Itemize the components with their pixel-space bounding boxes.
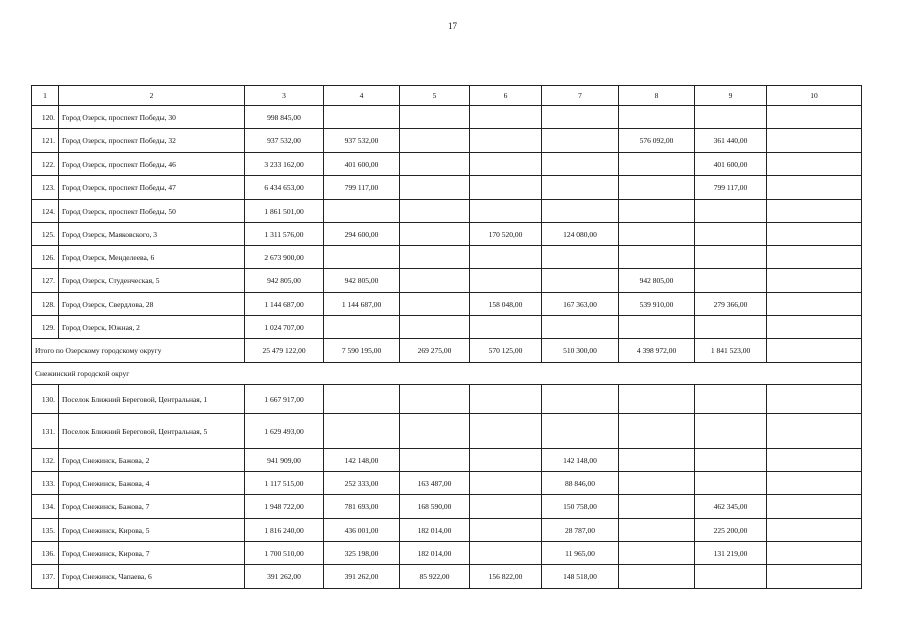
table-cell: 182 014,00 <box>400 519 470 542</box>
table-cell <box>767 200 862 223</box>
table-cell <box>470 129 542 153</box>
table-cell: 121. <box>32 129 59 153</box>
table-cell: 942 805,00 <box>245 269 324 293</box>
table-cell <box>767 293 862 316</box>
table-row <box>32 472 862 495</box>
table-cell <box>542 246 619 269</box>
table-cell <box>542 153 619 176</box>
table-cell <box>767 106 862 129</box>
table-cell: 942 805,00 <box>619 269 695 293</box>
table-cell <box>767 385 862 414</box>
table-cell <box>470 519 542 542</box>
column-header: 9 <box>695 86 767 106</box>
table-cell <box>767 519 862 542</box>
column-header: 2 <box>59 86 245 106</box>
table-cell: 942 805,00 <box>324 269 400 293</box>
table-cell <box>619 176 695 200</box>
table-cell: 137. <box>32 565 59 589</box>
table-cell: 6 434 653,00 <box>245 176 324 200</box>
table-cell: Город Озерск, Свердлова, 28 <box>59 293 245 316</box>
table-cell <box>619 449 695 472</box>
table-cell <box>470 316 542 339</box>
table-cell: 182 014,00 <box>400 542 470 565</box>
table-cell: 130. <box>32 385 59 414</box>
table-cell <box>619 495 695 519</box>
table-cell: 279 366,00 <box>695 293 767 316</box>
table-cell: 2 673 900,00 <box>245 246 324 269</box>
table-cell: 294 600,00 <box>324 223 400 246</box>
table-cell: 269 275,00 <box>400 339 470 363</box>
table-cell <box>470 414 542 449</box>
table-header-row <box>32 86 862 106</box>
table-cell <box>400 385 470 414</box>
table-row <box>32 385 862 414</box>
table-cell <box>470 176 542 200</box>
table-cell <box>324 385 400 414</box>
data-table <box>31 85 862 589</box>
table-cell <box>619 519 695 542</box>
table-cell <box>470 472 542 495</box>
table-cell <box>619 316 695 339</box>
table-cell: 135. <box>32 519 59 542</box>
table-cell <box>542 200 619 223</box>
table-cell <box>619 565 695 589</box>
table-cell <box>767 269 862 293</box>
table-cell: 142 148,00 <box>542 449 619 472</box>
table-cell <box>695 385 767 414</box>
table-cell <box>400 316 470 339</box>
table-cell <box>767 246 862 269</box>
table-cell <box>767 542 862 565</box>
total-row <box>32 339 862 363</box>
table-cell <box>470 495 542 519</box>
column-header: 4 <box>324 86 400 106</box>
table-cell: 125. <box>32 223 59 246</box>
table-cell <box>767 414 862 449</box>
table-cell: 11 965,00 <box>542 542 619 565</box>
table-row <box>32 176 862 200</box>
table-cell: 131. <box>32 414 59 449</box>
table-row <box>32 129 862 153</box>
table-cell <box>767 223 862 246</box>
table-cell: Город Озерск, Менделеева, 6 <box>59 246 245 269</box>
table-cell: 158 048,00 <box>470 293 542 316</box>
table-cell: 3 233 162,00 <box>245 153 324 176</box>
table-cell: 1 629 493,00 <box>245 414 324 449</box>
table-cell: 134. <box>32 495 59 519</box>
table-cell: Город Озерск, проспект Победы, 46 <box>59 153 245 176</box>
table-cell <box>470 246 542 269</box>
table-cell <box>324 200 400 223</box>
table-cell <box>400 414 470 449</box>
table-cell <box>400 293 470 316</box>
table-cell: 941 909,00 <box>245 449 324 472</box>
table-cell <box>619 223 695 246</box>
table-cell: 4 398 972,00 <box>619 339 695 363</box>
table-cell: 799 117,00 <box>324 176 400 200</box>
table-cell: 131 219,00 <box>695 542 767 565</box>
table-cell <box>400 200 470 223</box>
page-number: 17 <box>448 21 457 31</box>
table-cell: 120. <box>32 106 59 129</box>
table-cell <box>400 223 470 246</box>
table-cell <box>767 316 862 339</box>
column-header: 6 <box>470 86 542 106</box>
table-cell: 401 600,00 <box>695 153 767 176</box>
table-cell: 122. <box>32 153 59 176</box>
table-cell: 168 590,00 <box>400 495 470 519</box>
table-row <box>32 519 862 542</box>
table-cell: Город Снежинск, Кирова, 7 <box>59 542 245 565</box>
table-cell <box>542 316 619 339</box>
table-cell: Город Озерск, проспект Победы, 30 <box>59 106 245 129</box>
table-cell: 1 024 707,00 <box>245 316 324 339</box>
table-cell <box>767 472 862 495</box>
table-cell: Город Озерск, проспект Победы, 47 <box>59 176 245 200</box>
table-cell <box>400 106 470 129</box>
table-cell <box>619 542 695 565</box>
column-header: 1 <box>32 86 59 106</box>
table-cell <box>400 246 470 269</box>
table-cell <box>470 200 542 223</box>
table-cell: 142 148,00 <box>324 449 400 472</box>
table-cell: 1 948 722,00 <box>245 495 324 519</box>
table-cell: 225 200,00 <box>695 519 767 542</box>
table-cell: 401 600,00 <box>324 153 400 176</box>
table-cell: 510 300,00 <box>542 339 619 363</box>
table-cell <box>767 565 862 589</box>
table-cell <box>400 176 470 200</box>
table-cell <box>324 414 400 449</box>
column-header: 5 <box>400 86 470 106</box>
section-row <box>32 363 862 385</box>
table-cell: 85 922,00 <box>400 565 470 589</box>
table-cell <box>542 106 619 129</box>
table-row <box>32 316 862 339</box>
table-cell <box>542 269 619 293</box>
table-cell: Город Озерск, проспект Победы, 32 <box>59 129 245 153</box>
table-cell: 167 363,00 <box>542 293 619 316</box>
table-cell <box>400 153 470 176</box>
table-cell: 252 333,00 <box>324 472 400 495</box>
table-cell <box>767 339 862 363</box>
table-cell: 781 693,00 <box>324 495 400 519</box>
table-cell <box>619 106 695 129</box>
table-cell: 391 262,00 <box>324 565 400 589</box>
table-cell: 1 311 576,00 <box>245 223 324 246</box>
table-cell: 1 667 917,00 <box>245 385 324 414</box>
table-cell: 1 700 510,00 <box>245 542 324 565</box>
table-row <box>32 449 862 472</box>
table-cell: 1 144 687,00 <box>245 293 324 316</box>
table-cell: 170 520,00 <box>470 223 542 246</box>
table-cell: 148 518,00 <box>542 565 619 589</box>
table-cell: 539 910,00 <box>619 293 695 316</box>
table-cell <box>695 472 767 495</box>
table-cell: Город Снежинск, Бажова, 2 <box>59 449 245 472</box>
table-cell: 998 845,00 <box>245 106 324 129</box>
table-row <box>32 269 862 293</box>
table-cell: 361 440,00 <box>695 129 767 153</box>
table-cell: Итого по Озерскому городскому округу <box>32 339 245 363</box>
table-cell <box>695 200 767 223</box>
table-cell: Поселок Ближний Береговой, Центральная, 1 <box>59 385 245 414</box>
table-cell: 124. <box>32 200 59 223</box>
table-cell <box>324 316 400 339</box>
table-cell: 124 080,00 <box>542 223 619 246</box>
table-cell <box>470 542 542 565</box>
table-cell: 576 092,00 <box>619 129 695 153</box>
table-cell: 132. <box>32 449 59 472</box>
table-cell: 7 590 195,00 <box>324 339 400 363</box>
table-cell <box>695 565 767 589</box>
table-cell: Город Снежинск, Бажова, 4 <box>59 472 245 495</box>
table-cell: 88 846,00 <box>542 472 619 495</box>
table-cell: Город Озерск, проспект Победы, 50 <box>59 200 245 223</box>
table-cell: 163 487,00 <box>400 472 470 495</box>
table-cell <box>470 385 542 414</box>
table-cell <box>470 269 542 293</box>
table-row <box>32 246 862 269</box>
table-cell <box>470 153 542 176</box>
table-cell: 1 117 515,00 <box>245 472 324 495</box>
column-header: 10 <box>767 86 862 106</box>
table-cell: Город Снежинск, Бажова, 7 <box>59 495 245 519</box>
table-cell <box>767 153 862 176</box>
table-cell: 28 787,00 <box>542 519 619 542</box>
table-cell <box>695 414 767 449</box>
table-cell: 799 117,00 <box>695 176 767 200</box>
table-cell: 462 345,00 <box>695 495 767 519</box>
table-row <box>32 414 862 449</box>
column-header: 7 <box>542 86 619 106</box>
table-cell <box>695 246 767 269</box>
table-cell: 150 758,00 <box>542 495 619 519</box>
table-cell: 123. <box>32 176 59 200</box>
table-cell: Город Снежинск, Чапаева, 6 <box>59 565 245 589</box>
table-cell <box>619 246 695 269</box>
table-row <box>32 293 862 316</box>
table-cell <box>542 414 619 449</box>
column-header: 3 <box>245 86 324 106</box>
table-cell: 127. <box>32 269 59 293</box>
table-cell <box>400 129 470 153</box>
table-cell <box>767 176 862 200</box>
table-row <box>32 565 862 589</box>
table-cell: 570 125,00 <box>470 339 542 363</box>
table-cell: 1 144 687,00 <box>324 293 400 316</box>
table-cell <box>542 129 619 153</box>
table-cell: 129. <box>32 316 59 339</box>
table-cell <box>695 269 767 293</box>
table-cell: 25 479 122,00 <box>245 339 324 363</box>
table-cell: 136. <box>32 542 59 565</box>
table-cell: 937 532,00 <box>245 129 324 153</box>
table-cell <box>767 449 862 472</box>
table-cell: Поселок Ближний Береговой, Центральная, 5 <box>59 414 245 449</box>
table-cell: 325 198,00 <box>324 542 400 565</box>
table-cell: 128. <box>32 293 59 316</box>
table-cell <box>619 200 695 223</box>
table-cell <box>470 449 542 472</box>
table-row <box>32 495 862 519</box>
table-cell <box>324 106 400 129</box>
table-cell <box>695 106 767 129</box>
table-cell: 436 001,00 <box>324 519 400 542</box>
table-cell <box>619 153 695 176</box>
table-cell <box>767 129 862 153</box>
table-cell: 937 532,00 <box>324 129 400 153</box>
column-header: 8 <box>619 86 695 106</box>
table-cell <box>400 449 470 472</box>
table-cell: 156 822,00 <box>470 565 542 589</box>
table-cell <box>470 106 542 129</box>
table-row <box>32 542 862 565</box>
table-cell <box>400 269 470 293</box>
table-cell <box>695 223 767 246</box>
table-cell <box>695 316 767 339</box>
table-cell <box>542 176 619 200</box>
table-row <box>32 153 862 176</box>
table-row <box>32 106 862 129</box>
table-cell <box>324 246 400 269</box>
table-cell: Город Снежинск, Кирова, 5 <box>59 519 245 542</box>
table-cell: 1 841 523,00 <box>695 339 767 363</box>
table-cell: 126. <box>32 246 59 269</box>
table-cell <box>695 449 767 472</box>
table-cell: Город Озерск, Студенческая, 5 <box>59 269 245 293</box>
table-cell: 133. <box>32 472 59 495</box>
table-cell: 1 816 240,00 <box>245 519 324 542</box>
table-row <box>32 200 862 223</box>
table-cell: 391 262,00 <box>245 565 324 589</box>
table-row <box>32 223 862 246</box>
table-cell <box>542 385 619 414</box>
table-cell: Город Озерск, Южная, 2 <box>59 316 245 339</box>
table-cell: Город Озерск, Маяковского, 3 <box>59 223 245 246</box>
table-cell <box>619 472 695 495</box>
table-cell: Снежинский городской округ <box>32 363 862 385</box>
table-cell <box>619 385 695 414</box>
table-cell <box>767 495 862 519</box>
table-cell <box>619 414 695 449</box>
table-cell: 1 861 501,00 <box>245 200 324 223</box>
